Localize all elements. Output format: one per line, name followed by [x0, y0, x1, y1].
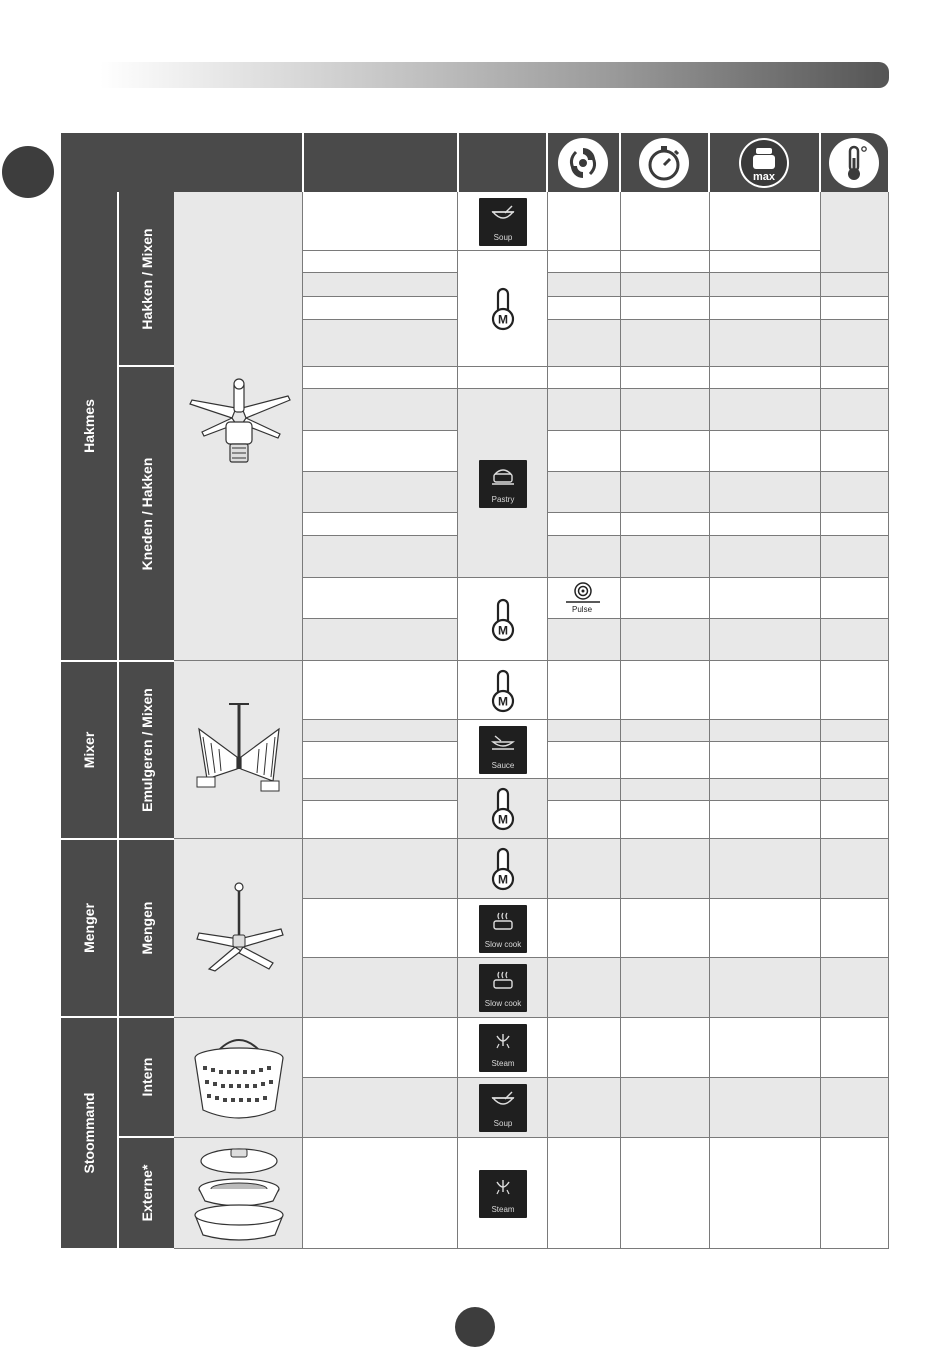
- svg-text:M: M: [498, 694, 508, 708]
- speed-cell: [548, 742, 621, 779]
- max-load-cell: [710, 320, 821, 367]
- temperature-cell: [821, 513, 889, 536]
- temperature-cell: [821, 273, 889, 297]
- temperature-cell: [821, 431, 889, 472]
- subsection-mengen: Mengen: [119, 840, 174, 1016]
- subsection-externe: Externe*: [119, 1138, 174, 1248]
- program-cell: [458, 367, 548, 389]
- chapter-tab-marker: [2, 146, 54, 198]
- speed-cell: [548, 839, 621, 899]
- time-cell: [621, 661, 710, 720]
- max-load-cell: [710, 251, 821, 273]
- thermometer-icon: [829, 138, 879, 188]
- manual-temperature-icon: [489, 287, 517, 336]
- program-cell: [458, 251, 548, 367]
- svg-text:M: M: [498, 812, 508, 827]
- program-cell: [458, 389, 548, 578]
- description-cell: [303, 619, 458, 661]
- description-cell: [303, 367, 458, 389]
- accessory-cell-kneader: [174, 839, 303, 1018]
- temperature-cell: [821, 320, 889, 367]
- description-cell: [303, 513, 458, 536]
- program-label: Pastry: [491, 494, 515, 504]
- slow-cook-program-icon: [479, 905, 527, 953]
- speed-cell: [548, 661, 621, 720]
- time-cell: [621, 472, 710, 513]
- accessory-cell-steam-basket: [174, 1018, 303, 1138]
- temperature-cell: [821, 742, 889, 779]
- time-cell: [621, 1018, 710, 1078]
- speed-cell: [548, 320, 621, 367]
- description-cell: [303, 1078, 458, 1138]
- speed-cell: [548, 1078, 621, 1138]
- program-cell: [458, 1078, 548, 1138]
- section-mixer: Mixer: [61, 662, 117, 838]
- slow-cook-program-icon: [479, 964, 527, 1012]
- program-label: Steam: [491, 1059, 515, 1068]
- temperature-cell: [821, 536, 889, 578]
- description-cell: [303, 720, 458, 742]
- description-cell: [303, 389, 458, 431]
- max-load-cell: [710, 273, 821, 297]
- description-cell: [303, 578, 458, 619]
- description-cell: [303, 536, 458, 578]
- speed-cell: [548, 251, 621, 273]
- top-gradient-bar: [100, 62, 889, 88]
- svg-text:M: M: [498, 623, 508, 637]
- time-cell: [621, 578, 710, 619]
- temperature-cell: [821, 958, 889, 1018]
- description-cell: [303, 661, 458, 720]
- time-cell: [621, 779, 710, 801]
- program-cell: [458, 661, 548, 720]
- time-cell: [621, 742, 710, 779]
- speed-cell: [548, 513, 621, 536]
- speed-cell: [548, 297, 621, 320]
- program-label: Slow cook: [484, 939, 522, 949]
- max-load-cell: [710, 367, 821, 389]
- time-cell: [621, 513, 710, 536]
- temperature-cell: [821, 720, 889, 742]
- program-label: Sauce: [491, 760, 515, 770]
- time-cell: [621, 192, 710, 251]
- speed-cell: [548, 1138, 621, 1249]
- svg-text:M: M: [498, 872, 508, 887]
- temperature-cell: [821, 297, 889, 320]
- description-cell: [303, 742, 458, 779]
- steam-basket-icon: [189, 1030, 289, 1130]
- speed-cell: [548, 367, 621, 389]
- sauce-program-icon: [479, 726, 527, 774]
- svg-text:M: M: [498, 312, 508, 327]
- program-cell: [458, 839, 548, 899]
- soup-program-icon: [479, 198, 527, 246]
- max-load-cell: [710, 801, 821, 839]
- speed-cell: [548, 899, 621, 958]
- steam-program-icon: [479, 1170, 527, 1218]
- steam-program-icon: [479, 1024, 527, 1072]
- kneader-icon: [189, 881, 289, 981]
- speed-cell: [548, 1018, 621, 1078]
- program-cell: [458, 1138, 548, 1249]
- temperature-cell: [821, 1018, 889, 1078]
- time-cell: [621, 1078, 710, 1138]
- manual-temperature-icon: [489, 787, 517, 836]
- time-cell: [621, 801, 710, 839]
- time-cell: [621, 899, 710, 958]
- manual-temperature-icon: [489, 847, 517, 896]
- accessory-cell-external-steamer: [174, 1138, 303, 1249]
- section-hakmes: Hakmes: [61, 192, 117, 660]
- time-cell: [621, 1138, 710, 1249]
- program-cell: [458, 899, 548, 958]
- time-cell: [621, 251, 710, 273]
- program-label: Slow cook: [484, 999, 522, 1008]
- max-load-cell: [710, 1018, 821, 1078]
- soup-program-icon: [479, 1084, 527, 1132]
- time-cell: [621, 431, 710, 472]
- max-load-cell: [710, 431, 821, 472]
- max-load-cell: [710, 839, 821, 899]
- max-load-cell: [710, 297, 821, 320]
- subsection-hakken-mixen: Hakken / Mixen: [119, 192, 174, 365]
- max-load-cell: [710, 578, 821, 619]
- time-cell: [621, 389, 710, 431]
- pulse-label: Pulse: [572, 605, 593, 614]
- temperature-cell: [821, 661, 889, 720]
- time-cell: [621, 320, 710, 367]
- description-cell: [303, 431, 458, 472]
- program-label: Soup: [493, 1119, 513, 1128]
- speed-icon: [558, 138, 608, 188]
- description-cell: [303, 472, 458, 513]
- speed-cell: [548, 958, 621, 1018]
- manual-temperature-icon: [489, 669, 517, 718]
- max-load-cell: [710, 779, 821, 801]
- subsection-emulgeren-mixen: Emulgeren / Mixen: [119, 662, 174, 838]
- temperature-cell: [821, 192, 889, 273]
- max-load-icon: [739, 138, 789, 188]
- speed-cell: [548, 720, 621, 742]
- section-stoommand: Stoommand: [61, 1018, 117, 1248]
- description-cell: [303, 958, 458, 1018]
- speed-cell: [548, 801, 621, 839]
- time-cell: [621, 839, 710, 899]
- description-cell: [303, 839, 458, 899]
- time-cell: [621, 720, 710, 742]
- speed-cell: [548, 619, 621, 661]
- page-number-marker: [455, 1307, 495, 1347]
- max-load-cell: [710, 192, 821, 251]
- max-load-cell: [710, 619, 821, 661]
- external-steamer-icon: [189, 1141, 289, 1245]
- description-cell: [303, 273, 458, 297]
- subsection-intern: Intern: [119, 1018, 174, 1136]
- max-load-cell: [710, 720, 821, 742]
- temperature-cell: [821, 801, 889, 839]
- subsection-kneden-hakken: Kneden / Hakken: [119, 367, 174, 660]
- chopping-blade-icon: [184, 378, 294, 478]
- speed-cell: [548, 472, 621, 513]
- temperature-cell: [821, 367, 889, 389]
- time-cell: [621, 367, 710, 389]
- max-load-cell: [710, 1138, 821, 1249]
- description-cell: [303, 297, 458, 320]
- max-load-cell: [710, 389, 821, 431]
- program-label: Steam: [491, 1204, 515, 1214]
- mixer-whisk-icon: [189, 699, 289, 819]
- program-cell: [458, 779, 548, 839]
- section-menger: Menger: [61, 840, 117, 1016]
- pulse-icon: [560, 580, 606, 616]
- description-cell: [303, 1018, 458, 1078]
- max-load-cell: [710, 958, 821, 1018]
- temperature-cell: [821, 578, 889, 619]
- description-cell: [303, 779, 458, 801]
- pastry-program-icon: [479, 460, 527, 508]
- description-cell: [303, 1138, 458, 1249]
- time-cell: [621, 619, 710, 661]
- temperature-cell: [821, 779, 889, 801]
- speed-cell: [548, 389, 621, 431]
- speed-cell: [548, 273, 621, 297]
- program-cell: [458, 1018, 548, 1078]
- max-load-cell: [710, 536, 821, 578]
- accessory-cell-blade: [174, 192, 303, 661]
- program-cell: [458, 578, 548, 661]
- max-load-cell: [710, 513, 821, 536]
- max-load-cell: [710, 742, 821, 779]
- temperature-cell: [821, 899, 889, 958]
- temperature-cell: [821, 472, 889, 513]
- program-cell: [458, 958, 548, 1018]
- max-load-cell: [710, 1078, 821, 1138]
- description-cell: [303, 192, 458, 251]
- program-cell: [458, 192, 548, 251]
- timer-icon: [639, 138, 689, 188]
- temperature-cell: [821, 839, 889, 899]
- program-label: Soup: [493, 232, 513, 242]
- speed-cell: [548, 536, 621, 578]
- time-cell: [621, 536, 710, 578]
- time-cell: [621, 273, 710, 297]
- max-label: max: [752, 171, 776, 183]
- description-cell: [303, 899, 458, 958]
- max-load-cell: [710, 899, 821, 958]
- description-cell: [303, 251, 458, 273]
- max-load-cell: [710, 472, 821, 513]
- program-cell: [458, 720, 548, 779]
- temperature-cell: [821, 389, 889, 431]
- description-cell: [303, 801, 458, 839]
- accessory-cell-mixer: [174, 661, 303, 839]
- description-cell: [303, 320, 458, 367]
- speed-cell: [548, 779, 621, 801]
- temperature-cell: [821, 1138, 889, 1249]
- temperature-cell: [821, 1078, 889, 1138]
- speed-cell: [548, 431, 621, 472]
- speed-cell: [548, 192, 621, 251]
- time-cell: [621, 297, 710, 320]
- temperature-cell: [821, 619, 889, 661]
- time-cell: [621, 958, 710, 1018]
- max-load-cell: [710, 661, 821, 720]
- manual-temperature-icon: [489, 598, 517, 647]
